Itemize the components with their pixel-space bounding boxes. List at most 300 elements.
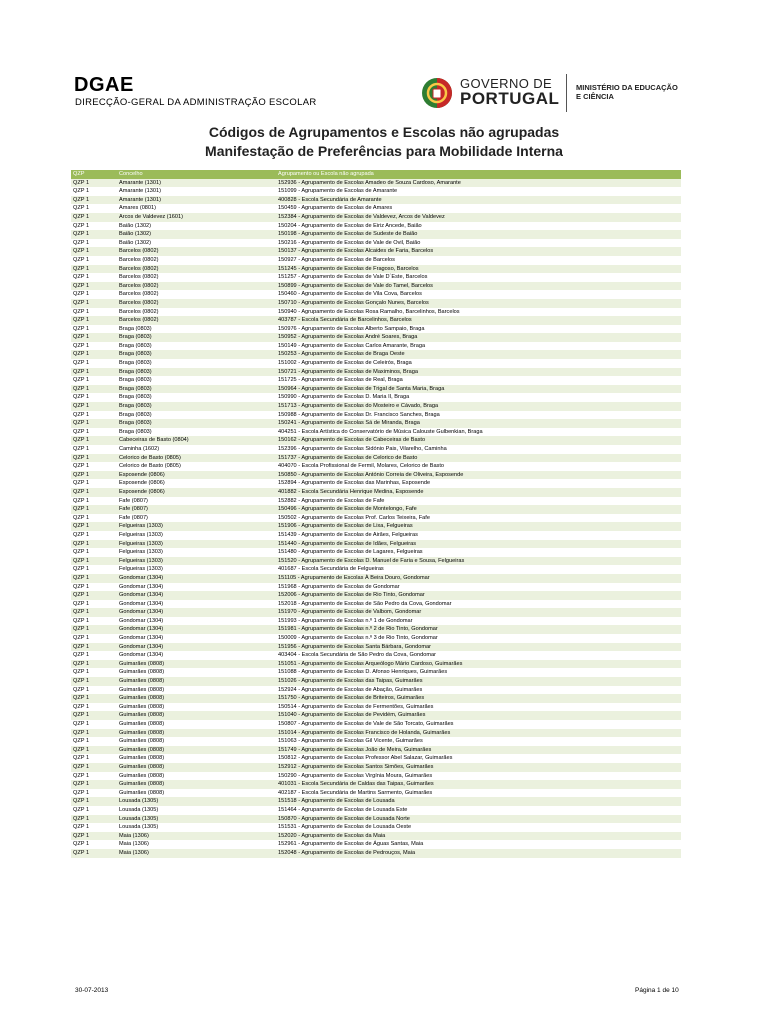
cell-agrupamento: 150899 - Agrupamento de Escolas de Vale do Tamel, Barcelos — [276, 282, 681, 291]
table-row — [71, 299, 681, 308]
cell-concelho: Barcelos (0802) — [119, 256, 159, 263]
cell-agrupamento: 404251 - Escola Artística do Conservatório de Música Calouste Gulbenkian, Braga — [278, 428, 483, 435]
table-row — [71, 746, 681, 755]
cell-agrupamento: 151088 - Agrupamento de Escolas D. Afonso Henriques, Guimarães — [278, 669, 448, 676]
cell-concelho: Gondomar (1304) — [117, 625, 276, 634]
cell-concelho: Braga (0803) — [119, 428, 152, 435]
cell-agrupamento: 150496 - Agrupamento de Escolas de Montelongo, Fafe — [276, 505, 681, 514]
cell-concelho: Felgueiras (1303) — [117, 540, 276, 549]
cell-agrupamento: 151105 - Agrupamento de Escolas À Beira Douro, Gondomar — [276, 574, 681, 583]
cell-qzp: QZP 1 — [71, 591, 117, 600]
cell-concelho: Baião (1302) — [119, 239, 152, 246]
cell-concelho: Felgueiras (1303) — [117, 522, 276, 531]
document-title: Códigos de Agrupamentos e Escolas não agrupadas — [208, 124, 560, 140]
cell-concelho: Amarante (1301) — [119, 188, 161, 195]
cell-agrupamento: 403404 - Escola Secundária de São Pedro da Cova, Gondomar — [278, 652, 436, 659]
cell-concelho: Braga (0803) — [117, 385, 276, 394]
cell-concelho: Amarante (1301) — [117, 196, 276, 205]
cell-concelho: Braga (0803) — [117, 419, 276, 428]
cell-qzp: QZP 1 — [71, 179, 117, 188]
cell-concelho: Celorico de Basto (0805) — [117, 454, 276, 463]
cell-qzp: QZP 1 — [73, 531, 90, 538]
cell-qzp: QZP 1 — [71, 832, 117, 841]
table-row — [71, 454, 681, 463]
column-header-concelho: Concelho — [117, 170, 276, 179]
table-row — [71, 574, 681, 583]
table-row — [71, 282, 681, 291]
cell-concelho: Guimarães (0808) — [119, 772, 165, 779]
cell-qzp: QZP 1 — [71, 299, 117, 308]
cell-concelho: Braga (0803) — [117, 368, 276, 377]
cell-agrupamento: 152882 - Agrupamento de Escolas de Fafe — [278, 497, 385, 504]
table-row — [71, 789, 681, 798]
table-row — [71, 308, 681, 317]
cell-agrupamento: 151014 - Agrupamento de Escolas Francisco de Holanda, Guimarães — [276, 729, 681, 738]
cell-concelho: Gondomar (1304) — [119, 600, 164, 607]
cell-qzp: QZP 1 — [73, 738, 90, 745]
table-row — [71, 230, 681, 239]
cell-concelho: Maia (1306) — [119, 841, 149, 848]
cell-concelho: Guimarães (0808) — [119, 721, 165, 727]
cell-qzp: QZP 1 — [73, 806, 90, 813]
table-row — [71, 393, 681, 402]
ministry-line2: E CIÊNCIA — [576, 92, 614, 101]
cell-agrupamento: 151480 - Agrupamento de Escolas de Lagares, Felgueiras — [278, 549, 423, 556]
cell-agrupamento: 151518 - Agrupamento de Escolas de Lousada — [276, 797, 681, 806]
cell-agrupamento: 150952 - Agrupamento de Escolas André Soares, Braga — [276, 333, 681, 342]
cell-agrupamento: 150459 - Agrupamento de Escolas de Amares — [278, 205, 393, 212]
table-row — [71, 548, 681, 557]
table-header-row — [71, 170, 681, 179]
cell-agrupamento: 151981 - Agrupamento de Escolas n.º 2 de Rio Tinto, Gondomar — [276, 625, 681, 634]
cell-agrupamento: 150460 - Agrupamento de Escolas de Vila Cova, Barcelos — [278, 291, 422, 298]
cell-agrupamento: 150009 - Agrupamento de Escolas n.º 3 de Rio Tinto, Gondomar — [278, 635, 438, 642]
cell-agrupamento: 150812 - Agrupamento de Escolas Professor Abel Salazar, Guimarães — [278, 755, 453, 762]
cell-qzp: QZP 1 — [73, 583, 90, 590]
table-row — [71, 273, 681, 282]
org-acronym: DGAE — [74, 74, 134, 96]
cell-agrupamento: 150807 - Agrupamento de Escolas de Vale de São Torcato, Guimarães — [278, 721, 454, 727]
cell-agrupamento: 152912 - Agrupamento de Escolas Santos Simões, Guimarães — [276, 763, 681, 772]
footer-date: 30-07-2013 — [75, 987, 109, 994]
cell-agrupamento: 151520 - Agrupamento de Escolas D. Manuel de Faria e Sousa, Felgueiras — [276, 557, 681, 566]
cell-agrupamento: 150241 - Agrupamento de Escolas Sá de Miranda, Braga — [276, 419, 681, 428]
cell-qzp: QZP 1 — [71, 643, 117, 652]
table-row — [71, 625, 681, 634]
cell-qzp: QZP 1 — [73, 514, 90, 521]
table-row — [71, 754, 681, 763]
cell-qzp: QZP 1 — [71, 436, 117, 445]
table-row — [71, 780, 681, 789]
cell-qzp: QZP 1 — [71, 213, 117, 222]
table-row — [71, 514, 681, 523]
cell-qzp: QZP 1 — [71, 316, 117, 325]
table-row — [71, 651, 681, 660]
cell-qzp: QZP 1 — [73, 703, 90, 710]
cell-concelho: Braga (0803) — [119, 342, 152, 349]
cell-qzp: QZP 1 — [73, 652, 90, 659]
table-row — [71, 668, 681, 677]
table-row — [71, 411, 681, 420]
table-row — [71, 540, 681, 549]
cell-agrupamento: 403787 - Escola Secundária de Barcelinhos, Barcelos — [276, 316, 681, 325]
cell-agrupamento: 150990 - Agrupamento de Escolas D. Maria II, Braga — [278, 394, 410, 401]
table-row — [71, 247, 681, 256]
cell-qzp: QZP 1 — [71, 540, 117, 549]
cell-qzp: QZP 1 — [73, 377, 90, 384]
cell-agrupamento: 152048 - Agrupamento de Escolas de Pedrouços, Maia — [276, 849, 681, 858]
table-row — [71, 256, 681, 265]
table-row — [71, 617, 681, 626]
cell-agrupamento: 150988 - Agrupamento de Escolas Dr. Francisco Sanches, Braga — [278, 411, 440, 418]
cell-agrupamento: 151993 - Agrupamento de Escolas n.º 1 de Gondomar — [278, 617, 413, 624]
table-row — [71, 557, 681, 566]
cell-qzp: QZP 1 — [73, 394, 90, 401]
cell-concelho: Guimarães (0808) — [117, 729, 276, 738]
cell-concelho: Braga (0803) — [119, 360, 152, 367]
cell-concelho: Lousada (1305) — [117, 797, 276, 806]
cell-concelho: Lousada (1305) — [119, 806, 159, 813]
logo-line1: GOVERNO DE — [460, 76, 553, 91]
cell-qzp: QZP 1 — [73, 755, 90, 762]
table-row — [71, 222, 681, 231]
cell-agrupamento: 151713 - Agrupamento de Escolas do Mosteiro e Cávado, Braga — [276, 402, 681, 411]
table-row — [71, 402, 681, 411]
cell-concelho: Baião (1302) — [119, 222, 152, 229]
cell-qzp: QZP 1 — [73, 239, 90, 246]
cell-concelho: Barcelos (0802) — [119, 308, 159, 315]
cell-concelho: Caminha (1602) — [119, 446, 160, 452]
cell-qzp: QZP 1 — [71, 574, 117, 583]
cell-qzp: QZP 1 — [71, 522, 117, 531]
portugal-emblem-icon — [420, 76, 454, 110]
logo-divider — [566, 74, 567, 112]
cell-concelho: Barcelos (0802) — [119, 291, 159, 298]
table-row — [71, 797, 681, 806]
table-row — [71, 823, 681, 832]
cell-qzp: QZP 1 — [71, 746, 117, 755]
table-row — [71, 479, 681, 488]
cell-concelho: Barcelos (0802) — [117, 265, 276, 274]
government-logo — [420, 74, 720, 114]
cell-qzp: QZP 1 — [73, 274, 90, 281]
table-row — [71, 720, 681, 729]
cell-qzp: QZP 1 — [73, 497, 90, 504]
cell-concelho: Lousada (1305) — [119, 824, 159, 831]
cell-qzp: QZP 1 — [71, 815, 117, 824]
cell-concelho: Guimarães (0808) — [117, 694, 276, 703]
cell-concelho: Braga (0803) — [117, 333, 276, 342]
table-row — [71, 213, 681, 222]
cell-qzp: QZP 1 — [71, 763, 117, 772]
table-row — [71, 531, 681, 540]
table-row — [71, 832, 681, 841]
cell-qzp: QZP 1 — [73, 428, 90, 435]
cell-agrupamento: 150198 - Agrupamento de Escolas de Sudeste de Baião — [276, 230, 681, 239]
table-row — [71, 643, 681, 652]
cell-agrupamento: 150850 - Agrupamento de Escolas António Correia de Oliveira, Esposende — [276, 471, 681, 480]
table-row — [71, 763, 681, 772]
cell-concelho: Braga (0803) — [117, 402, 276, 411]
table-row — [71, 342, 681, 351]
cell-concelho: Guimarães (0808) — [117, 746, 276, 755]
cell-concelho: Baião (1302) — [117, 230, 276, 239]
table-row — [71, 522, 681, 531]
cell-agrupamento: 151440 - Agrupamento de Escolas de Idães, Felgueiras — [276, 540, 681, 549]
cell-concelho: Barcelos (0802) — [117, 247, 276, 256]
ministry-name — [576, 83, 678, 101]
table-row — [71, 265, 681, 274]
cell-agrupamento: 150976 - Agrupamento de Escolas Alberto Sampaio, Braga — [278, 325, 425, 332]
cell-qzp: QZP 1 — [71, 729, 117, 738]
cell-agrupamento: 401031 - Escola Secundária de Caldas das Taipas, Guimarães — [276, 780, 681, 789]
cell-qzp: QZP 1 — [73, 617, 90, 624]
cell-concelho: Guimarães (0808) — [119, 789, 165, 796]
cell-agrupamento: 150253 - Agrupamento de Escolas de Braga Oeste — [276, 350, 681, 359]
cell-agrupamento: 150162 - Agrupamento de Escolas de Cabeceiras de Basto — [276, 436, 681, 445]
column-header-agrupamento: Agrupamento ou Escola não agrupada — [276, 170, 681, 179]
logo-line2: PORTUGAL — [460, 89, 560, 108]
cell-concelho: Maia (1306) — [117, 832, 276, 841]
table-row — [71, 711, 681, 720]
cell-agrupamento: 150940 - Agrupamento de Escolas Rosa Ramalho, Barcelinhos, Barcelos — [278, 308, 460, 315]
cell-concelho: Fafe (0807) — [117, 505, 276, 514]
cell-agrupamento: 151968 - Agrupamento de Escolas de Gondomar — [278, 583, 400, 590]
cell-agrupamento: 152936 - Agrupamento de Escolas Amadeo de Souza Cardoso, Amarante — [276, 179, 681, 188]
table-row — [71, 350, 681, 359]
cell-agrupamento: 150927 - Agrupamento de Escolas de Barcelos — [278, 256, 395, 263]
table-row — [71, 729, 681, 738]
cell-qzp: QZP 1 — [73, 669, 90, 676]
cell-agrupamento: 151970 - Agrupamento de Escolas de Valbom, Gondomar — [276, 608, 681, 617]
cell-qzp: QZP 1 — [73, 772, 90, 779]
cell-qzp: QZP 1 — [71, 471, 117, 480]
cell-qzp: QZP 1 — [71, 625, 117, 634]
ministry-line1: MINISTÉRIO DA EDUCAÇÃO — [576, 83, 678, 92]
table-row — [71, 436, 681, 445]
cell-qzp: QZP 1 — [71, 196, 117, 205]
cell-concelho: Esposende (0806) — [117, 488, 276, 497]
cell-agrupamento: 152924 - Agrupamento de Escolas de Abação, Guimarães — [278, 686, 423, 693]
cell-agrupamento: 150721 - Agrupamento de Escolas de Maximinos, Braga — [276, 368, 681, 377]
cell-concelho: Fafe (0807) — [119, 514, 148, 521]
table-row — [71, 325, 681, 334]
cell-agrupamento: 152961 - Agrupamento de Escolas de Águas Santas, Maia — [278, 841, 424, 848]
cell-qzp: QZP 1 — [71, 711, 117, 720]
cell-qzp: QZP 1 — [73, 480, 90, 487]
schools-table — [71, 170, 681, 858]
table-row — [71, 368, 681, 377]
table-row — [71, 634, 681, 643]
cell-qzp: QZP 1 — [73, 308, 90, 315]
cell-agrupamento: 152018 - Agrupamento de Escolas de São Pedro da Cova, Gondomar — [278, 600, 452, 607]
table-row — [71, 376, 681, 385]
cell-agrupamento: 150964 - Agrupamento de Escolas de Trigal de Santa Maria, Braga — [276, 385, 681, 394]
cell-qzp: QZP 1 — [73, 463, 90, 470]
table-row — [71, 840, 681, 849]
cell-concelho: Barcelos (0802) — [117, 316, 276, 325]
cell-concelho: Gondomar (1304) — [119, 617, 164, 624]
cell-concelho: Guimarães (0808) — [117, 677, 276, 686]
table-row — [71, 239, 681, 248]
cell-concelho: Esposende (0806) — [117, 471, 276, 480]
cell-qzp: QZP 1 — [71, 660, 117, 669]
cell-concelho: Braga (0803) — [119, 325, 152, 332]
cell-concelho: Amares (0801) — [119, 205, 156, 212]
cell-qzp: QZP 1 — [71, 780, 117, 789]
cell-concelho: Guimarães (0808) — [119, 686, 165, 693]
table-row — [71, 497, 681, 506]
cell-concelho: Maia (1306) — [117, 849, 276, 858]
cell-agrupamento: 151063 - Agrupamento de Escolas Gil Vicente, Guimarães — [278, 738, 423, 745]
table-row — [71, 660, 681, 669]
cell-concelho: Braga (0803) — [117, 350, 276, 359]
cell-concelho: Celorico de Basto (0805) — [119, 463, 181, 470]
table-row — [71, 772, 681, 781]
cell-concelho: Braga (0803) — [119, 411, 152, 418]
cell-concelho: Barcelos (0802) — [119, 274, 159, 281]
cell-agrupamento: 152894 - Agrupamento de Escolas das Marinhas, Esposende — [278, 480, 431, 487]
table-row — [71, 849, 681, 858]
cell-agrupamento: 151737 - Agrupamento de Escolas de Celorico de Basto — [276, 454, 681, 463]
cell-agrupamento: 400828 - Escola Secundária de Amarante — [276, 196, 681, 205]
cell-agrupamento: 150137 - Agrupamento de Escolas Alcaides de Faria, Barcelos — [276, 247, 681, 256]
cell-agrupamento: 150149 - Agrupamento de Escolas Carlos Amarante, Braga — [278, 342, 426, 349]
cell-qzp: QZP 1 — [73, 824, 90, 831]
cell-qzp: QZP 1 — [71, 677, 117, 686]
cell-concelho: Gondomar (1304) — [119, 583, 164, 590]
cell-qzp: QZP 1 — [73, 686, 90, 693]
cell-concelho: Guimarães (0808) — [117, 660, 276, 669]
cell-agrupamento: 151906 - Agrupamento de Escolas de Lixa, Felgueiras — [276, 522, 681, 531]
table-row — [71, 445, 681, 454]
cell-qzp: QZP 1 — [73, 342, 90, 349]
cell-concelho: Guimarães (0808) — [119, 703, 165, 710]
table-row — [71, 488, 681, 497]
cell-concelho: Felgueiras (1303) — [119, 531, 163, 538]
cell-concelho: Amarante (1301) — [117, 179, 276, 188]
cell-concelho: Felgueiras (1303) — [119, 566, 163, 573]
cell-agrupamento: 151002 - Agrupamento de Escolas de Celeirós, Braga — [278, 360, 412, 367]
cell-agrupamento: 401882 - Escola Secundária Henrique Medina, Esposende — [276, 488, 681, 497]
cell-qzp: QZP 1 — [71, 230, 117, 239]
cell-concelho: Gondomar (1304) — [119, 635, 164, 642]
footer-page-number: Página 1 de 10 — [635, 987, 679, 994]
cell-qzp: QZP 1 — [71, 505, 117, 514]
table-row — [71, 600, 681, 609]
table-row — [71, 204, 681, 213]
cell-qzp: QZP 1 — [73, 566, 90, 573]
cell-concelho: Gondomar (1304) — [117, 591, 276, 600]
cell-qzp: QZP 1 — [73, 256, 90, 263]
table-row — [71, 608, 681, 617]
cell-qzp: QZP 1 — [73, 600, 90, 607]
cell-agrupamento: 151026 - Agrupamento de Escolas das Taipas, Guimarães — [276, 677, 681, 686]
cell-agrupamento: 151725 - Agrupamento de Escolas de Real, Braga — [278, 377, 403, 384]
cell-concelho: Gondomar (1304) — [119, 652, 164, 659]
cell-concelho: Barcelos (0802) — [117, 299, 276, 308]
cell-agrupamento: 151099 - Agrupamento de Escolas de Amarante — [278, 188, 398, 195]
org-name: DIRECÇÃO-GERAL DA ADMINISTRAÇÃO ESCOLAR — [75, 97, 317, 108]
table-row — [71, 583, 681, 592]
cell-agrupamento: 150290 - Agrupamento de Escolas Virgínia Moura, Guimarães — [278, 772, 433, 779]
table-row — [71, 316, 681, 325]
cell-concelho: Guimarães (0808) — [119, 738, 165, 745]
cell-agrupamento: 151750 - Agrupamento de Escolas de Briteiros, Guimarães — [276, 694, 681, 703]
table-row — [71, 505, 681, 514]
table-row — [71, 565, 681, 574]
cell-qzp: QZP 1 — [71, 454, 117, 463]
cell-agrupamento: 152384 - Agrupamento de Escolas de Valdevez, Arcos de Valdevez — [276, 213, 681, 222]
cell-agrupamento: 151464 - Agrupamento de Escolas de Lousada Este — [278, 806, 408, 813]
cell-qzp: QZP 1 — [73, 789, 90, 796]
table-row — [71, 333, 681, 342]
table-row — [71, 703, 681, 712]
cell-agrupamento: 150870 - Agrupamento de Escolas de Lousada Norte — [276, 815, 681, 824]
table-row — [71, 677, 681, 686]
cell-concelho: Guimarães (0808) — [119, 669, 165, 676]
cell-agrupamento: 152396 - Agrupamento de Escolas Sidónio Pais, Vilarelho, Caminha — [278, 446, 447, 452]
cell-concelho: Fafe (0807) — [119, 497, 148, 504]
cell-qzp: QZP 1 — [73, 411, 90, 418]
cell-qzp: QZP 1 — [73, 325, 90, 332]
cell-agrupamento: 152020 - Agrupamento de Escolas da Maia — [276, 832, 681, 841]
table-row — [71, 419, 681, 428]
cell-concelho: Felgueiras (1303) — [117, 557, 276, 566]
cell-concelho: Guimarães (0808) — [117, 763, 276, 772]
cell-qzp: QZP 1 — [71, 247, 117, 256]
cell-concelho: Lousada (1305) — [117, 815, 276, 824]
cell-concelho: Felgueiras (1303) — [119, 549, 163, 556]
cell-qzp: QZP 1 — [73, 291, 90, 298]
cell-agrupamento: 151257 - Agrupamento de Escolas de Vale D´Este, Barcelos — [278, 274, 428, 281]
cell-concelho: Braga (0803) — [119, 394, 152, 401]
cell-agrupamento: 151245 - Agrupamento de Escolas de Fragoso, Barcelos — [276, 265, 681, 274]
table-row — [71, 290, 681, 299]
cell-agrupamento: 151749 - Agrupamento de Escolas João de Meira, Guimarães — [276, 746, 681, 755]
cell-qzp: QZP 1 — [71, 419, 117, 428]
cell-concelho: Esposende (0806) — [119, 480, 165, 487]
cell-qzp: QZP 1 — [73, 205, 90, 212]
cell-qzp: QZP 1 — [73, 360, 90, 367]
cell-agrupamento: 151956 - Agrupamento de Escolas Santa Bárbara, Gondomar — [276, 643, 681, 652]
table-row — [71, 806, 681, 815]
cell-concelho: Barcelos (0802) — [117, 282, 276, 291]
cell-agrupamento: 150502 - Agrupamento de Escolas Prof. Carlos Teixeira, Fafe — [278, 514, 430, 521]
cell-qzp: QZP 1 — [73, 721, 90, 727]
cell-qzp: QZP 1 — [71, 368, 117, 377]
cell-agrupamento: 401687 - Escola Secundária de Felgueiras — [278, 566, 384, 573]
cell-qzp: QZP 1 — [71, 488, 117, 497]
table-row — [71, 694, 681, 703]
table-row — [71, 196, 681, 205]
cell-qzp: QZP 1 — [73, 188, 90, 195]
cell-qzp: QZP 1 — [71, 557, 117, 566]
cell-agrupamento: 151439 - Agrupamento de Escolas de Airães, Felgueiras — [278, 531, 418, 538]
table-row — [71, 428, 681, 437]
table-row — [71, 815, 681, 824]
cell-qzp: QZP 1 — [71, 282, 117, 291]
cell-concelho: Gondomar (1304) — [117, 608, 276, 617]
table-row — [71, 359, 681, 368]
cell-qzp: QZP 1 — [71, 350, 117, 359]
cell-agrupamento: 152006 - Agrupamento de Escolas de Rio Tinto, Gondomar — [276, 591, 681, 600]
cell-agrupamento: 150204 - Agrupamento de Escolas de Eiriz Ancede, Baião — [278, 222, 422, 229]
cell-qzp: QZP 1 — [71, 402, 117, 411]
cell-agrupamento: 404070 - Escola Profissional de Fermil, Molares, Celorico de Basto — [278, 463, 445, 470]
cell-concelho: Gondomar (1304) — [117, 643, 276, 652]
cell-agrupamento: 150216 - Agrupamento de Escolas de Vale de Ovil, Baião — [278, 239, 421, 246]
